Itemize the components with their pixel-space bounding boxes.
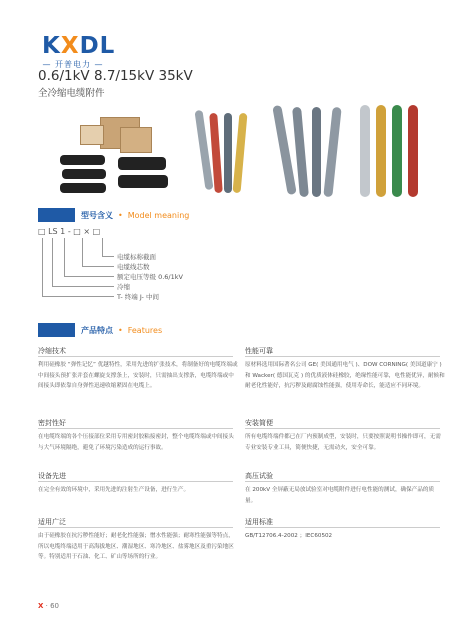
leader-line: [52, 286, 114, 287]
model-desc-item: 冷缩: [117, 283, 130, 291]
cold-shrink-tube: [118, 157, 166, 170]
feature-title: 安装简便: [245, 419, 273, 427]
cable-core: [233, 113, 248, 193]
model-desc-item: 额定电压等级 0.6/1kV: [117, 273, 183, 281]
divider: [245, 481, 440, 482]
divider: [245, 527, 440, 528]
feature-title: 密封性好: [38, 419, 66, 427]
feature-body: 在电缆终端的各个压接部位采用专用密封胶粘接密封，整个电缆终端或中间接头与大气环境隔绝，避免了环境污染造成的运行事故。: [38, 434, 234, 451]
cable-core: [408, 105, 418, 197]
divider: [38, 527, 233, 528]
package-box: [120, 127, 152, 153]
leader-line: [52, 238, 53, 286]
divider: [38, 356, 233, 357]
cable-core: [376, 105, 386, 197]
section-title-en: Model meaning: [127, 210, 190, 220]
feature-title: 设备先进: [38, 472, 66, 480]
company-logo: [42, 33, 116, 70]
feature-title: 冷缩技术: [38, 347, 66, 355]
divider: [38, 481, 233, 482]
feature-body: 由于硅橡胶在抗污秽性能好；耐老化性能强；憎水性能强；耐寒性能强等特点，所以电缆终端适用于高海拔地区、潮湿地区、寒冷地区、盐雾地区及重污染地区等。特别适用于石油、化工、矿山等场所的行业。: [38, 533, 234, 560]
divider: [38, 428, 233, 429]
leader-line: [82, 266, 114, 267]
page-title: 0.6/1kV 8.7/15kV 35kV: [38, 68, 193, 84]
logo-k: K: [42, 33, 61, 59]
leader-line: [102, 238, 103, 256]
cable-core: [360, 105, 370, 197]
feature-body: 利用硅橡胶 “弹性记忆” 优越特性，采用先进的扩张技术，将制备好的电缆终端或中间接头预扩张并套在螺旋支撑条上，安装时，只需抽出支撑条，电缆终端或中间接头即依靠自身弹性迅速收缩紧固在电缆上。: [38, 362, 238, 389]
features-header: [38, 323, 162, 337]
model-desc-item: 电缆标称截面: [117, 253, 156, 261]
feature-title: 性能可靠: [245, 347, 273, 355]
section-title-en: Features: [127, 325, 163, 335]
section-dot: •: [118, 210, 123, 220]
feature-body: 原材料选用国际著名公司 GE( 美国通用电气 )、DOW CORNING( 美国道康宁 ) 和 Wacker( 德国瓦克 ) 的优质液体硅橡胶，绝缘性能可靠，电性能优异，耐候和耐老化性能好，抗污秽及耐腐蚀性能强，使用寿命长，能适应不同环境。: [245, 362, 445, 389]
cable-core: [224, 113, 232, 193]
leader-line: [64, 238, 65, 276]
feature-body: 在完全有效的环境中，采用先进的注射生产设备，进行生产。: [38, 487, 190, 493]
logo-dl: DL: [79, 33, 116, 59]
model-desc-item: 电缆线芯数: [117, 263, 150, 271]
page-num: · 60: [45, 602, 59, 610]
leader-line: [102, 256, 114, 257]
section-title-ch: 产品特点: [81, 325, 113, 335]
cold-shrink-tube: [118, 175, 168, 188]
cold-shrink-tube: [60, 155, 105, 165]
page-subtitle: 全冷缩电缆附件: [38, 88, 105, 99]
divider: [245, 356, 440, 357]
leader-line: [64, 276, 114, 277]
feature-title: 适用标准: [245, 518, 273, 526]
section-bar: [38, 323, 75, 337]
leader-line: [42, 296, 114, 297]
cable-core: [323, 107, 341, 197]
cold-shrink-tube: [60, 183, 106, 193]
logo-mark: [42, 33, 116, 59]
page-number: [38, 602, 59, 610]
section-bar: [38, 208, 75, 222]
model-meaning-header: [38, 208, 189, 222]
logo-x: X: [60, 33, 80, 59]
divider: [245, 428, 440, 429]
section-title-ch: 型号含义: [81, 210, 113, 220]
leader-line: [82, 238, 83, 266]
feature-title: 适用广泛: [38, 518, 66, 526]
model-code: □ LS 1 - □ × □: [38, 227, 101, 236]
logo-subtitle: — 开普电力 —: [42, 60, 104, 69]
package-box: [80, 125, 104, 145]
page-prefix: X: [38, 602, 44, 610]
cable-core: [392, 105, 402, 197]
feature-title: 高压试验: [245, 472, 273, 480]
feature-body: GB/T12706.4-2002 ；IEC60502: [245, 533, 333, 539]
leader-line: [42, 238, 43, 296]
feature-body: 在 200kV 全屏蔽无局放试验室对电缆附件进行电性能的测试，确保产品的质量。: [245, 487, 435, 504]
model-desc-item: T- 终端 J- 中间: [117, 293, 159, 301]
product-photo: [40, 105, 435, 200]
section-dot: •: [118, 325, 123, 335]
cold-shrink-tube: [62, 169, 106, 179]
feature-body: 所有电缆终端件都已在厂内预制成型，安装时，只要按照说明书操作即可，无需专业安装专业工具，简便快捷，无需动火，安全可靠。: [245, 434, 441, 451]
cable-core: [312, 107, 321, 197]
